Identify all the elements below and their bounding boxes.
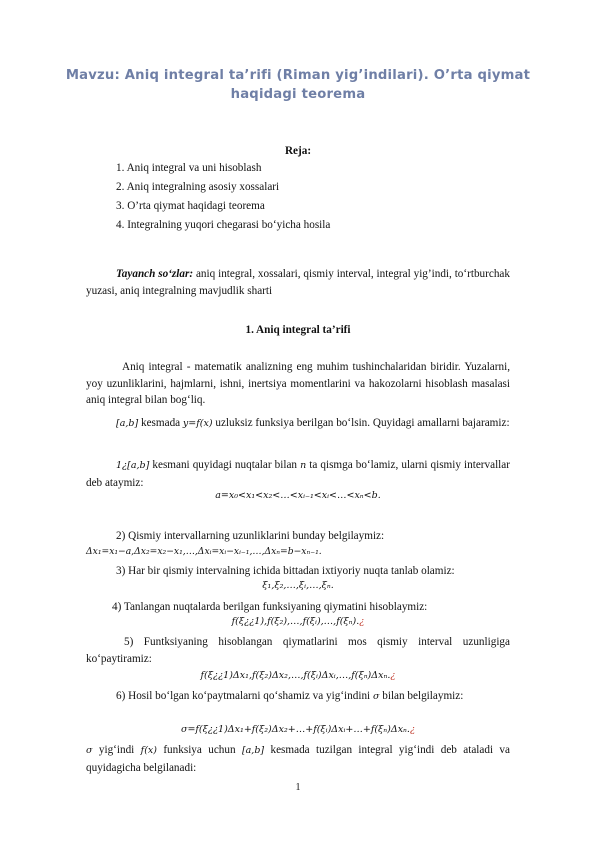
- text-span: kesmada: [138, 417, 183, 429]
- interval-math: [a,b]: [116, 418, 139, 429]
- text-span: kesmada tuzilgan integral yig‘indi deb ataladi va quyidagicha belgilanadi:: [86, 744, 510, 774]
- document-title: Mavzu: Aniq integral ta’rifi (Riman yig’indilari). O’rta qiymat haqidagi teorema: [65, 68, 531, 102]
- step6-paragraph: [86, 688, 510, 706]
- formula-tail: ¿: [390, 670, 396, 681]
- partition-formula: a=x₀<x₁<x₂<…<xᵢ₋₁<xᵢ<…<xₙ<b.: [215, 490, 381, 501]
- text-span: yig‘indi: [92, 744, 141, 756]
- definition-paragraph: [86, 742, 510, 776]
- function-paragraph: [86, 415, 510, 433]
- intro-paragraph: Aniq integral - matematik analizning eng muhim tushinchalaridan biridir. Yuzalarni, yoy uzunliklarini, hajmlarni, ishni, inertsiya momentlarini va hakozolarni hisoblash masalasi aniq integral bilan bog‘liq.: [86, 361, 510, 406]
- sum-formula: [86, 724, 510, 735]
- values-formula: [86, 616, 510, 627]
- text-span: bilan belgilaymiz:: [379, 690, 464, 702]
- step5-paragraph: 5) Funtksiyaning hisoblangan qiymatlarini mos qismiy interval uzunligiga ko‘paytiramiz:: [86, 636, 510, 665]
- step1-math: 1¿[a,b]: [116, 460, 150, 471]
- plan-heading: Reja:: [284, 145, 312, 157]
- sigma-math: σ: [372, 691, 380, 702]
- plan-item: 3. O’rta qiymat haqidagi teorema: [116, 200, 265, 212]
- step2-paragraph: 2) Qismiy intervallarning uzunliklarini bunday belgilaymiz:: [116, 530, 385, 542]
- function-math: f(x): [140, 745, 157, 756]
- text-span: uzluksiz funksiya berilgan bo‘lsin. Quyidagi amallarni bajaramiz:: [212, 417, 510, 429]
- sigma-math: σ: [86, 745, 93, 756]
- text-span: funksiya uchun: [156, 744, 242, 756]
- function-math: y=f(x): [182, 418, 213, 429]
- interval-math: [a,b]: [241, 745, 265, 756]
- text-span: kesmani quyidagi nuqtalar bilan: [149, 459, 301, 471]
- products-formula: [86, 670, 510, 681]
- step1-paragraph: [86, 457, 510, 491]
- step3-paragraph: 3) Har bir qismiy intervalning ichida bittadan ixtiyoriy nuqta tanlab olamiz:: [116, 565, 455, 577]
- plan-list: [116, 159, 330, 235]
- plan-item: 1. Aniq integral va uni hisoblash: [116, 162, 262, 174]
- keywords-label: Tayanch so‘zlar:: [116, 268, 194, 280]
- text-span: 6) Hosil bo‘lgan ko‘paytmalarni qo‘shamiz va yig‘indini: [116, 690, 373, 702]
- page-number: 1: [295, 782, 301, 793]
- keywords-paragraph: [86, 266, 510, 299]
- plan-item: 2. Aniq integralning asosiy xossalari: [116, 181, 280, 193]
- plan-item: 4. Integralning yuqori chegarasi bo‘yicha hosila: [116, 219, 331, 231]
- xi-formula: ξ₁,ξ₂,…,ξᵢ,…,ξₙ.: [262, 580, 334, 591]
- text-span: ta qismga bo‘lamiz, ularni qismiy intervallar deb ataymiz:: [86, 459, 510, 489]
- step4-paragraph: 4) Tanlangan nuqtalarda berilgan funksiyaning qiymatini hisoblaymiz:: [112, 601, 428, 613]
- keywords-text: aniq integral, xossalari, qismiy interval, integral yig’indi, to‘rtburchak yuzasi, aniq integralning mavjudlik sharti: [86, 268, 510, 297]
- formula-text: f(ξ¿¿1),f(ξ₂),…,f(ξᵢ),…,f(ξₙ).: [231, 616, 360, 627]
- formula-text: σ=f(ξ¿¿1)Δx₁+f(ξ₂)Δx₂+…+f(ξᵢ)Δxᵢ+…+f(ξₙ)Δxₙ.: [180, 724, 410, 735]
- formula-text: f(ξ¿¿1)Δx₁,f(ξ₂)Δx₂,…,f(ξᵢ)Δxᵢ,…,f(ξₙ)Δxₙ.: [200, 670, 391, 681]
- delta-formula: Δx₁=x₁−a,Δx₂=x₂−x₁,…,Δxᵢ=xᵢ−xᵢ₋₁,…,Δxₙ=b−xₙ₋₁.: [86, 546, 322, 557]
- formula-tail: ¿: [409, 724, 416, 735]
- n-math: n: [300, 460, 307, 471]
- formula-tail: ¿: [359, 616, 365, 627]
- section-heading: 1. Aniq integral ta’rifi: [245, 324, 351, 336]
